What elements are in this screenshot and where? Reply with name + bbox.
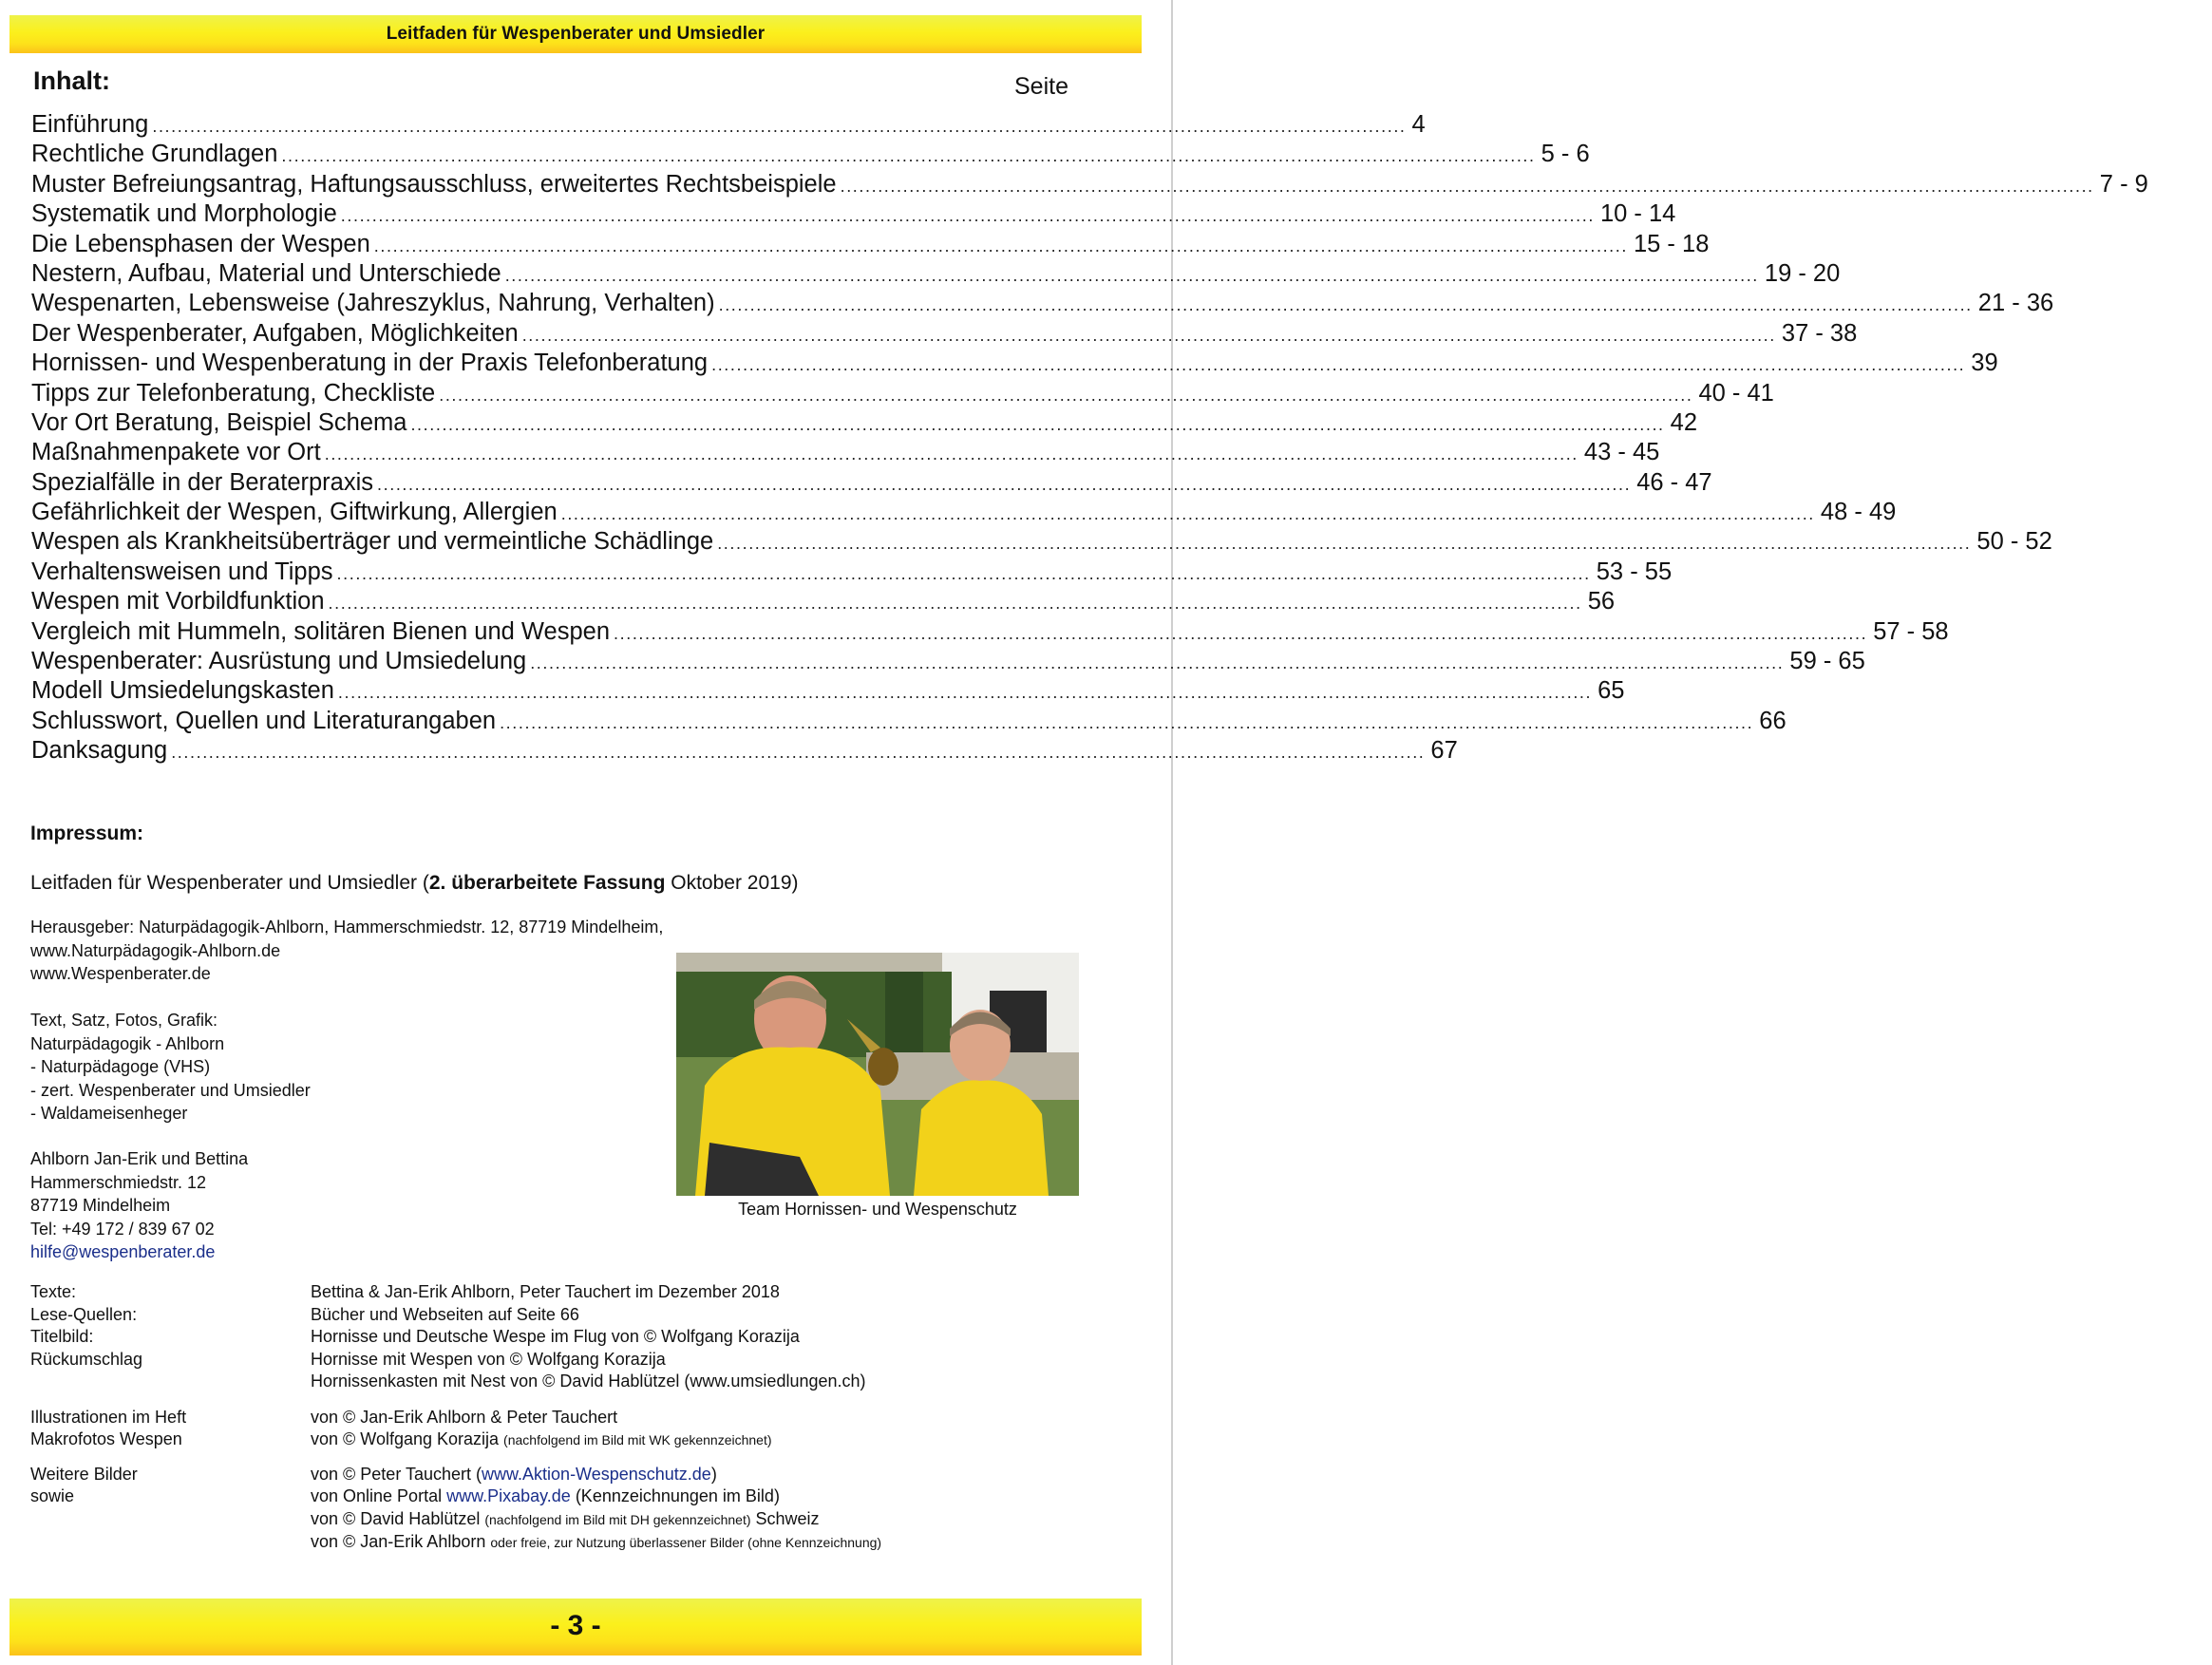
- footer-band: [9, 1599, 1142, 1656]
- toc-entry-title: Vor Ort Beratung, Beispiel Schema: [31, 408, 407, 436]
- credit-value: Hornisse mit Wespen von © Wolfgang Korazija: [311, 1349, 666, 1369]
- credit-group-images: [30, 1464, 1123, 1555]
- toc-entry-title: Wespen als Krankheitsüberträger und vermeintliche Schädlinge: [31, 528, 714, 556]
- credit-value: [311, 1531, 1123, 1555]
- toc-entry-title: Rechtliche Grundlagen: [31, 141, 278, 168]
- toc-entry-title: Spezialfälle in der Beraterpraxis: [31, 468, 374, 496]
- toc-entry-title: Wespenberater: Ausrüstung und Umsiedelung: [31, 648, 527, 675]
- toc-entry-pages: 66: [1759, 707, 1787, 734]
- credit-value-main: von © Jan-Erik Ahlborn: [311, 1532, 491, 1551]
- toc-entry[interactable]: [31, 528, 2052, 558]
- edition-line: [30, 872, 799, 895]
- toc-dot-leader: ........................................................................................................................................................................................................: [718, 295, 1973, 315]
- toc-entry-pages: 43 - 45: [1583, 439, 1660, 466]
- toc-entry[interactable]: [31, 468, 1712, 499]
- credit-group-texts: [30, 1281, 1123, 1393]
- toc-entry-pages: 37 - 38: [1781, 319, 1858, 347]
- toc-entry[interactable]: [31, 111, 1426, 141]
- toc-entry[interactable]: [31, 141, 1590, 170]
- toc-entry[interactable]: [31, 170, 2148, 200]
- toc-entry-title: Schlusswort, Quellen und Literaturangaben: [31, 707, 497, 734]
- toc-entry-title: Vergleich mit Hummeln, solitären Bienen und Wespen: [31, 617, 611, 645]
- credit-value: [311, 1485, 1123, 1508]
- toc-entry-pages: 21 - 36: [1977, 290, 2054, 317]
- toc-dot-leader: ........................................................................................................................................................................................................: [337, 683, 1593, 703]
- contact-name: Ahlborn Jan-Erik und Bettina: [30, 1149, 249, 1168]
- authors-line: Naturpädagogik - Ahlborn: [30, 1033, 225, 1053]
- toc-entry-title: Modell Umsiedelungskasten: [31, 677, 334, 705]
- credit-label: sowie: [30, 1486, 75, 1505]
- toc-entry[interactable]: [31, 707, 1787, 737]
- contact-email-link[interactable]: hilfe@wespenberater.de: [30, 1242, 216, 1261]
- credit-value: Hornisse und Deutsche Wespe im Flug von © Wolfgang Korazija: [311, 1327, 800, 1346]
- toc-entry[interactable]: [31, 350, 1998, 379]
- toc-dot-leader: ........................................................................................................................................................................................................: [324, 445, 1579, 464]
- toc-entry[interactable]: [31, 648, 1865, 677]
- toc-dot-leader: ........................................................................................................................................................................................................: [840, 176, 2094, 196]
- toc-dot-leader: ........................................................................................................................................................................................................: [711, 355, 1966, 375]
- toc-dot-leader: ........................................................................................................................................................................................................: [328, 594, 1582, 614]
- toc-entry-pages: 59 - 65: [1789, 648, 1865, 675]
- edition-label: 2. überarbeitete Fassung: [428, 872, 666, 894]
- credit-value-note: (nachfolgend im Bild mit DH gekennzeichnet): [484, 1511, 751, 1527]
- impressum-heading: Impressum:: [30, 823, 144, 844]
- credit-label: Lese-Quellen:: [30, 1304, 138, 1324]
- toc-dot-leader: ........................................................................................................................................................................................................: [504, 265, 1759, 285]
- team-photo-image: [676, 953, 1079, 1196]
- toc-entry-title: Muster Befreiungsantrag, Haftungsausschluss, erweitertes Rechtsbeispiele: [31, 170, 837, 198]
- credit-value-main: von Online Portal: [311, 1486, 447, 1505]
- toc-dot-leader: ........................................................................................................................................................................................................: [281, 146, 1536, 166]
- credit-value: Hornissenkasten mit Nest von © David Hablützel (www.umsiedlungen.ch): [311, 1372, 866, 1391]
- toc-entry[interactable]: [31, 499, 1897, 528]
- credit-value: [311, 1428, 1123, 1452]
- toc-page-column-heading: Seite: [1014, 73, 1068, 100]
- toc-entry-pages: 39: [1971, 350, 1998, 377]
- credit-label: Weitere Bilder: [30, 1464, 138, 1484]
- toc-entry-pages: 46 - 47: [1636, 468, 1712, 496]
- toc-dot-leader: ........................................................................................................................................................................................................: [373, 236, 1628, 255]
- toc-entry-title: Hornissen- und Wespenberatung in der Praxis Telefonberatung: [31, 350, 709, 377]
- pixabay-link[interactable]: www.Pixabay.de: [446, 1486, 571, 1505]
- toc-entry-pages: 53 - 55: [1596, 558, 1673, 585]
- publisher-website[interactable]: www.Wespenberater.de: [30, 964, 211, 983]
- toc-entry-pages: 67: [1430, 737, 1458, 765]
- photo-caption: Team Hornissen- und Wespenschutz: [738, 1200, 1017, 1219]
- toc-entry-pages: 57 - 58: [1873, 617, 1949, 645]
- toc-entry-pages: 48 - 49: [1820, 499, 1897, 526]
- authors-line: - Waldameisenheger: [30, 1104, 188, 1123]
- toc-entry-title: Tipps zur Telefonberatung, Checkliste: [31, 379, 436, 407]
- toc-entry-title: Einführung: [31, 111, 149, 138]
- toc-dot-leader: ........................................................................................................................................................................................................: [336, 563, 1591, 583]
- credit-value-main: von © Peter Tauchert (: [311, 1464, 482, 1484]
- toc-entry[interactable]: [31, 558, 1673, 588]
- toc-entry-title: Die Lebensphasen der Wespen: [31, 230, 370, 257]
- toc-entry-title: Verhaltensweisen und Tipps: [31, 558, 333, 585]
- toc-entry[interactable]: [31, 408, 1698, 439]
- toc-entry[interactable]: [31, 677, 1625, 707]
- aktion-wespenschutz-link[interactable]: www.Aktion-Wespenschutz.de: [482, 1464, 711, 1484]
- credit-value: [311, 1508, 1123, 1532]
- credit-value-main: von © David Hablützel: [311, 1508, 485, 1528]
- toc-heading: Inhalt:: [33, 66, 110, 95]
- toc-dot-leader: ........................................................................................................................................................................................................: [377, 474, 1632, 494]
- toc-dot-leader: ........................................................................................................................................................................................................: [521, 325, 1776, 345]
- table-of-contents: [31, 111, 2148, 767]
- credit-label: Illustrationen im Heft: [30, 1407, 187, 1427]
- toc-entry-title: Wespen mit Vorbildfunktion: [31, 588, 325, 615]
- publisher-website[interactable]: www.Naturpädagogik-Ahlborn.de: [30, 940, 281, 960]
- toc-entry[interactable]: [31, 200, 1676, 230]
- toc-entry-title: Danksagung: [31, 737, 168, 765]
- toc-entry[interactable]: [31, 439, 1660, 468]
- authors-line: Text, Satz, Fotos, Grafik:: [30, 1011, 218, 1030]
- authors-block: [30, 1009, 311, 1126]
- header-title: Leitfaden für Wespenberater und Umsiedler: [386, 24, 766, 44]
- publisher-block: [30, 916, 663, 986]
- toc-entry-title: Wespenarten, Lebensweise (Jahreszyklus, Nahrung, Verhalten): [31, 290, 715, 317]
- toc-entry-pages: 40 - 41: [1698, 379, 1774, 407]
- toc-entry-pages: 42: [1670, 408, 1698, 436]
- credit-value-main: (Kennzeichnungen im Bild): [570, 1486, 780, 1505]
- contact-street: Hammerschmiedstr. 12: [30, 1172, 207, 1192]
- edition-title: Leitfaden für Wespenberater und Umsiedler (: [30, 872, 429, 894]
- credits: [30, 1281, 1123, 1566]
- credit-value-note: (nachfolgend im Bild mit WK gekennzeichnet): [503, 1432, 772, 1447]
- toc-entry[interactable]: [31, 379, 1774, 409]
- toc-dot-leader: ........................................................................................................................................................................................................: [171, 743, 1426, 763]
- publisher-line: Herausgeber: Naturpädagogik-Ahlborn, Hammerschmiedstr. 12, 87719 Mindelheim,: [30, 918, 664, 937]
- toc-entry[interactable]: [31, 617, 1949, 648]
- toc-entry[interactable]: [31, 290, 2054, 319]
- toc-entry-pages: 56: [1587, 588, 1616, 615]
- toc-entry-pages: 10 - 14: [1599, 200, 1676, 228]
- credit-value: Bücher und Webseiten auf Seite 66: [311, 1304, 579, 1324]
- credit-label: Rückumschlag: [30, 1349, 143, 1369]
- contact-city: 87719 Mindelheim: [30, 1196, 171, 1215]
- toc-entry-title: Maßnahmenpakete vor Ort: [31, 439, 321, 466]
- page-number: - 3 -: [550, 1610, 601, 1641]
- credit-label: Texte:: [30, 1282, 77, 1301]
- toc-entry-pages: 7 - 9: [2099, 170, 2148, 198]
- contact-phone: Tel: +49 172 / 839 67 02: [30, 1219, 215, 1239]
- toc-entry-title: Nestern, Aufbau, Material und Unterschiede: [31, 259, 501, 287]
- toc-entry[interactable]: [31, 259, 1841, 290]
- edition-date: Oktober 2019): [665, 872, 799, 894]
- credit-value: [311, 1464, 1123, 1486]
- toc-dot-leader: ........................................................................................................................................................................................................: [410, 414, 1665, 434]
- credit-value-note: oder freie, zur Nutzung überlassener Bilder (ohne Kennzeichnung): [490, 1535, 882, 1550]
- authors-line: - Naturpädagoge (VHS): [30, 1057, 211, 1076]
- toc-dot-leader: ........................................................................................................................................................................................................: [500, 712, 1754, 732]
- toc-dot-leader: ........................................................................................................................................................................................................: [439, 385, 1693, 405]
- toc-entry[interactable]: [31, 230, 1710, 260]
- toc-dot-leader: ........................................................................................................................................................................................................: [614, 623, 1868, 643]
- toc-dot-leader: ........................................................................................................................................................................................................: [560, 504, 1815, 524]
- contact-block: [30, 1147, 248, 1264]
- authors-line: - zert. Wespenberater und Umsiedler: [30, 1080, 311, 1100]
- team-photo: [676, 953, 1079, 1196]
- toc-entry-pages: 15 - 18: [1633, 230, 1710, 257]
- toc-dot-leader: ........................................................................................................................................................................................................: [340, 206, 1595, 226]
- credit-label: Makrofotos Wespen: [30, 1429, 182, 1448]
- toc-entry[interactable]: [31, 588, 1616, 617]
- toc-entry-title: Der Wespenberater, Aufgaben, Möglichkeiten: [31, 319, 519, 347]
- credit-group-illustrations: [30, 1407, 1123, 1452]
- toc-dot-leader: ........................................................................................................................................................................................................: [717, 534, 1972, 554]
- toc-entry-pages: 5 - 6: [1541, 141, 1590, 168]
- toc-entry-title: Gefährlichkeit der Wespen, Giftwirkung, Allergien: [31, 499, 558, 526]
- credit-value: von © Jan-Erik Ahlborn & Peter Tauchert: [311, 1407, 618, 1427]
- credit-value-main: ): [710, 1464, 717, 1484]
- toc-dot-leader: ........................................................................................................................................................................................................: [152, 117, 1407, 136]
- credit-value-main: Schweiz: [750, 1508, 820, 1528]
- toc-entry-pages: 4: [1411, 111, 1426, 138]
- toc-entry-pages: 19 - 20: [1764, 259, 1841, 287]
- header-band: [9, 15, 1142, 53]
- toc-dot-leader: ........................................................................................................................................................................................................: [530, 653, 1785, 673]
- toc-entry-title: Systematik und Morphologie: [31, 200, 337, 228]
- credit-label: Titelbild:: [30, 1327, 94, 1346]
- toc-entry-pages: 50 - 52: [1976, 528, 2052, 556]
- credit-value: Bettina & Jan-Erik Ahlborn, Peter Tauchert im Dezember 2018: [311, 1282, 780, 1301]
- toc-entry-pages: 65: [1598, 677, 1625, 705]
- toc-entry[interactable]: [31, 737, 1458, 766]
- credit-value-main: von © Wolfgang Korazija: [311, 1429, 504, 1448]
- toc-entry[interactable]: [31, 319, 1858, 350]
